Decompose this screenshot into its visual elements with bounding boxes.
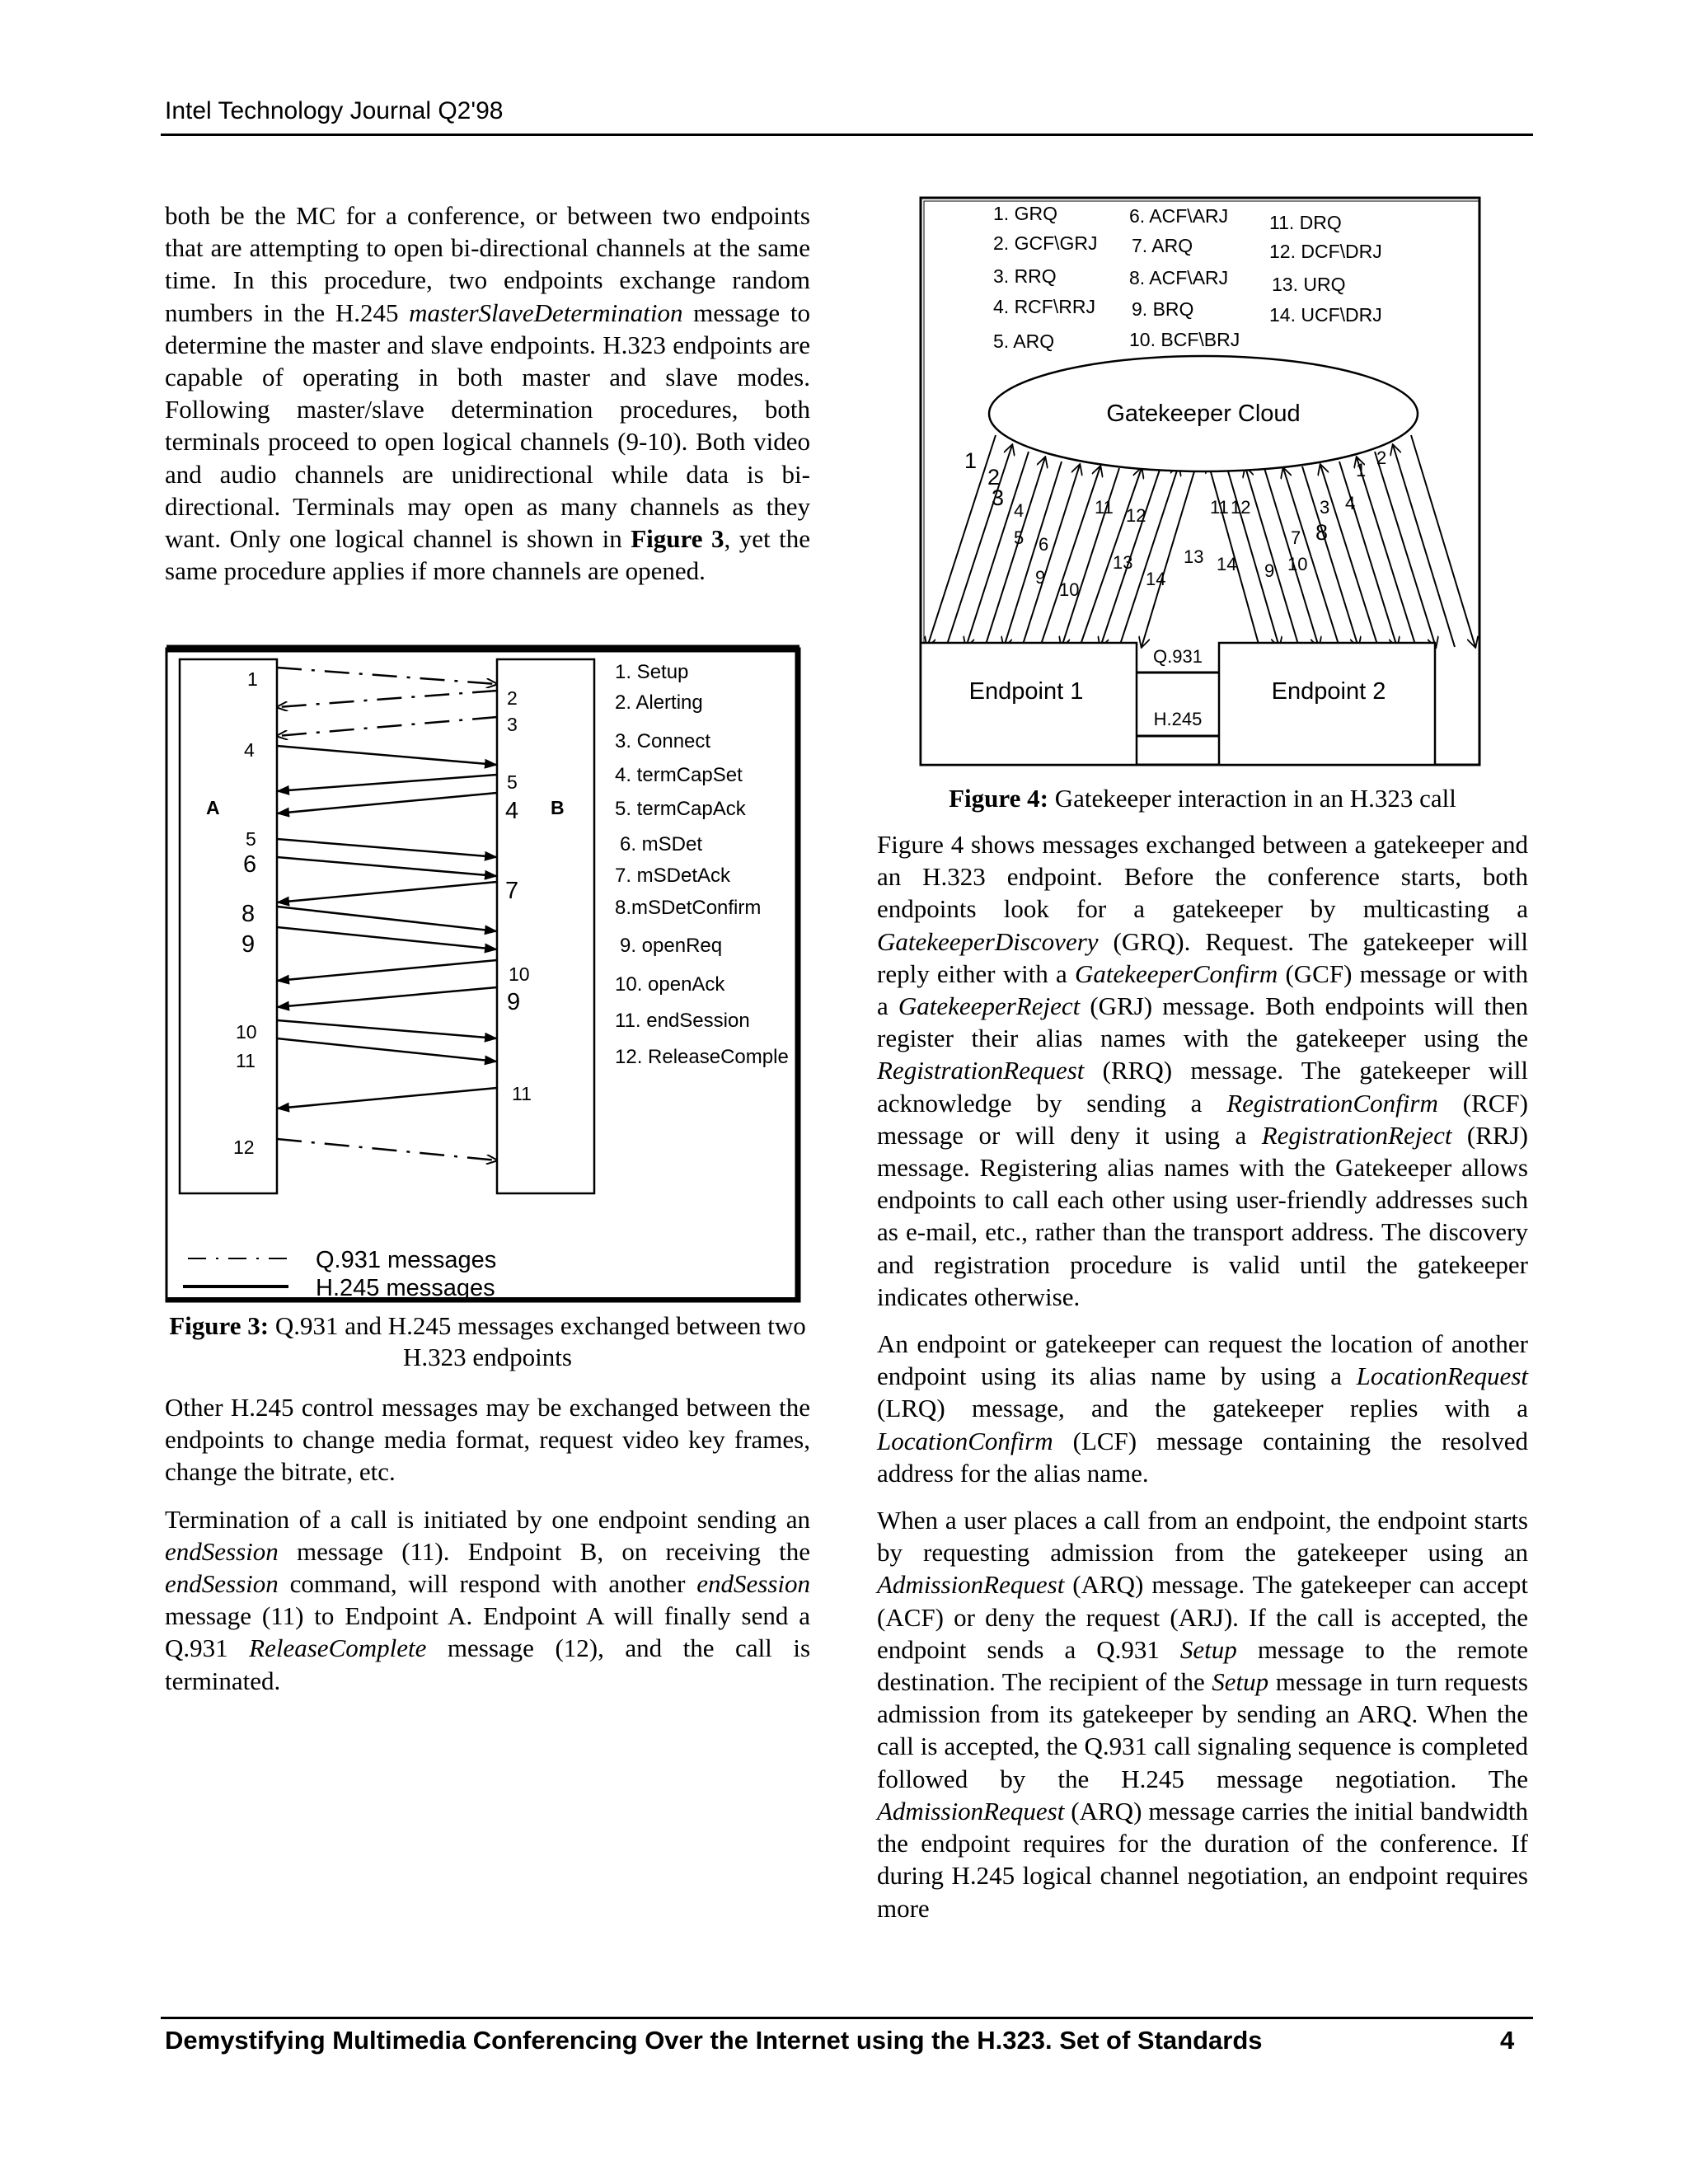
fig4-arrow-num: 13 xyxy=(1113,552,1133,573)
italic-term: GatekeeperConfirm xyxy=(1075,958,1278,988)
fig3-legend-item: 1. Setup xyxy=(615,661,689,683)
fig4-arrow-num: 11 xyxy=(1095,497,1114,518)
b-num: 11 xyxy=(512,1083,532,1104)
fig4-arrow-num: 12 xyxy=(1126,505,1146,526)
fig4-arrow-num: 3 xyxy=(992,485,1005,510)
page-number: 4 xyxy=(1500,2026,1515,2055)
figure-4-caption xyxy=(877,783,1528,814)
fig3-legend-item: 9. openReq xyxy=(620,935,723,957)
fig4-arrow-num: 8 xyxy=(1315,520,1329,545)
a-num: 5 xyxy=(246,828,256,850)
endpoint-a-label: A xyxy=(206,797,220,818)
body-paragraph: An endpoint or gatekeeper can request the location of another endpoint using its alias name by using a LocationRequest (LRQ) message, and the gatekeeper replies with a LocationConfirm (LCF) message containing the resolved address for the alias name. xyxy=(877,1329,1528,1488)
bold-reference: Figure 3 xyxy=(631,524,724,554)
a-num: 11 xyxy=(236,1050,256,1071)
h245-link-label: H.245 xyxy=(1153,709,1203,729)
fig3-legend-item: 7. mSDetAck xyxy=(615,865,731,887)
b-num: 7 xyxy=(505,878,519,904)
fig3-legend-item: 10. openAck xyxy=(615,973,725,996)
fig4-msg: 13. URQ xyxy=(1272,274,1346,295)
fig4-arrow-num: 6 xyxy=(1039,534,1049,555)
body-paragraph: both be the MC for a conference, or between two endpoints that are attempting to open bi-directional channels at the same time. In this procedure, two endpoints exchange random numbers in the H.245 masterSlaveDetermination message to determine the master and slave endpoints. H.323 endpoints are capable of operating in both master and slave modes. Following master/slave determination procedures, both terminals proceed to open logical channels (9-10). Both video and audio channels are unidirectional while data is bi-directional. Terminals may open as many channels as they want. Only one logical channel is shown in Figure 3, yet the same procedure applies if more channels are opened. xyxy=(165,201,810,586)
endpoint-b-label: B xyxy=(551,797,565,818)
fig4-msg: 6. ACF\ARJ xyxy=(1129,205,1229,227)
b-num: 9 xyxy=(507,989,521,1015)
figure-3-caption-label: Figure 3: xyxy=(169,1311,270,1340)
fig3-legend-item: 3. Connect xyxy=(615,730,711,752)
a-num: 9 xyxy=(241,931,256,958)
b-num: 2 xyxy=(507,687,518,709)
italic-term: LocationConfirm xyxy=(877,1426,1053,1455)
fig3-legend-item: 12. ReleaseComple xyxy=(615,1046,789,1068)
fig3-legend-item: 6. mSDet xyxy=(620,833,703,855)
a-num: 10 xyxy=(236,1021,257,1043)
fig3-legend-item: 2. Alerting xyxy=(615,691,703,714)
italic-term: RegistrationReject xyxy=(1261,1120,1452,1150)
fig4-msg: 5. ARQ xyxy=(993,330,1055,352)
a-num: 8 xyxy=(241,901,256,927)
fig4-msg: 3. RRQ xyxy=(993,265,1057,287)
fig4-msg: 1. GRQ xyxy=(993,203,1057,224)
q931-link-label: Q.931 xyxy=(1153,646,1203,667)
fig3-legend-item: 5. termCapAck xyxy=(615,798,746,820)
fig4-arrow-num: 10 xyxy=(1287,554,1308,574)
italic-term: RegistrationConfirm xyxy=(1226,1088,1438,1118)
body-paragraph: Figure 4 shows messages exchanged between a gatekeeper and an H.323 endpoint. Before the conference starts, both endpoints look for a gatekeeper by multicasting a GatekeeperDiscovery (GRQ). Request. The gatekeeper will reply either with a GatekeeperConfirm (GCF) message or with a GatekeeperReject (GRJ) message. Both endpoints will then register their alias names with the gatekeeper using the RegistrationRequest (RRQ) message. The gatekeeper will acknowledge by sending a RegistrationConfirm (RCF) message or will deny it using a RegistrationReject (RRJ) message. Registering alias names with the Gatekeeper allows endpoints to call each other using user-friendly addresses such as e-mail, etc., rather than the transport address. The discovery and registration procedure is valid until the gatekeeper indicates otherwise. xyxy=(877,830,1529,1311)
fig4-arrow-num: 9 xyxy=(1035,567,1046,588)
right-column xyxy=(877,828,1528,1924)
fig4-arrow-num: 3 xyxy=(1320,497,1330,518)
italic-term: endSession xyxy=(696,1569,810,1599)
fig4-arrow-num: 1 xyxy=(964,448,978,473)
fig4-arrow-num: 9 xyxy=(1264,560,1275,581)
italic-term: masterSlaveDetermination xyxy=(409,298,683,327)
q931-legend-label: Q.931 messages xyxy=(316,1247,497,1273)
a-num: 6 xyxy=(243,851,257,878)
fig4-arrow-num: 1 xyxy=(1356,460,1367,480)
italic-term: GatekeeperDiscovery xyxy=(877,926,1099,956)
fig4-msg: 11. DRQ xyxy=(1269,212,1342,233)
italic-term: endSession xyxy=(165,1569,279,1599)
h245-legend-label: H.245 messages xyxy=(316,1275,495,1301)
fig4-arrow-num: 7 xyxy=(1291,527,1301,548)
fig4-msg: 10. BCF\BRJ xyxy=(1129,329,1240,350)
fig4-arrow-num: 14 xyxy=(1217,554,1237,574)
italic-term: AdmissionRequest xyxy=(877,1796,1065,1825)
fig4-arrow-num: 14 xyxy=(1146,569,1166,589)
endpoint-1-label: Endpoint 1 xyxy=(968,678,1084,705)
fig4-arrow-num: 2 xyxy=(1376,448,1387,468)
fig3-legend-item: 4. termCapSet xyxy=(615,764,743,786)
fig4-arrow-num: 4 xyxy=(1345,493,1356,513)
running-header: Intel Technology Journal Q2'98 xyxy=(165,97,504,124)
italic-term: LocationRequest xyxy=(1356,1361,1528,1391)
fig4-msg: 8. ACF\ARJ xyxy=(1129,267,1229,288)
fig4-msg: 9. BRQ xyxy=(1132,298,1194,320)
figure-4-caption-text: Gatekeeper interaction in an H.323 call xyxy=(1048,784,1456,813)
endpoint-2-label: Endpoint 2 xyxy=(1271,678,1386,705)
footer-rule xyxy=(161,2017,1533,2019)
fig4-arrow-num: 13 xyxy=(1184,546,1204,567)
italic-term: RegistrationRequest xyxy=(877,1056,1085,1085)
gatekeeper-cloud-label: Gatekeeper Cloud xyxy=(1106,401,1301,427)
b-num: 4 xyxy=(505,798,519,824)
fig4-msg: 4. RCF\RRJ xyxy=(993,296,1095,317)
b-num: 5 xyxy=(507,771,518,793)
fig4-arrow-num: 5 xyxy=(1014,527,1025,548)
fig4-msg: 7. ARQ xyxy=(1132,235,1193,256)
figure-3-caption-text: Q.931 and H.245 messages exchanged between two H.323 endpoints xyxy=(269,1311,806,1371)
fig4-msg: 14. UCF\DRJ xyxy=(1269,304,1382,326)
italic-term: Setup xyxy=(1212,1667,1269,1697)
body-paragraph: Other H.245 control messages may be exchanged between the endpoints to change media format, request video key frames, change the bitrate, etc. xyxy=(165,1393,810,1487)
a-num: 12 xyxy=(233,1137,255,1158)
figure-4-caption-label: Figure 4: xyxy=(949,784,1048,813)
fig4-arrow-num: 2 xyxy=(987,465,1001,490)
fig4-arrow-num: 11 xyxy=(1210,497,1229,518)
fig3-legend-item: 8.mSDetConfirm xyxy=(615,897,762,919)
fig4-msg: 2. GCF\GRJ xyxy=(993,232,1098,254)
a-num: 4 xyxy=(244,739,255,761)
italic-term: endSession xyxy=(165,1536,279,1566)
fig4-arrow-num: 12 xyxy=(1231,497,1251,518)
fig4-arrow-num: 10 xyxy=(1059,579,1080,600)
body-paragraph: Termination of a call is initiated by one endpoint sending an endSession message (11). Endpoint B, on receiving the endSession command, will respond with another endSession message (11) to Endpoint A. Endpoint A will finally send a Q.931 ReleaseComplete message (12), and the call is terminated. xyxy=(165,1504,811,1695)
b-num: 10 xyxy=(509,963,530,985)
footer-title: Demystifying Multimedia Conferencing Over the Internet using the H.323. Set of Standards xyxy=(165,2026,1263,2055)
italic-term: Setup xyxy=(1179,1634,1237,1664)
italic-term: ReleaseComplete xyxy=(249,1633,427,1663)
a-num: 1 xyxy=(247,668,258,690)
b-num: 3 xyxy=(507,714,518,735)
italic-term: GatekeeperReject xyxy=(898,991,1081,1021)
fig4-msg: 12. DCF\DRJ xyxy=(1269,241,1382,262)
fig4-arrow-num: 4 xyxy=(1014,500,1025,521)
fig3-legend-item: 11. endSession xyxy=(615,1010,750,1032)
body-paragraph: When a user places a call from an endpoint, the endpoint starts by requesting admission from the gatekeeper using an AdmissionRequest (ARQ) message. The gatekeeper can accept (ACF) or deny the request (ARJ). If the call is accepted, the endpoint sends a Q.931 Setup message to the remote destination. The recipient of the Setup message in turn requests admission from its gatekeeper by sending an ARQ. When the call is accepted, the Q.931 call signaling sequence is completed followed by the H.245 message negotiation. The AdmissionRequest (ARQ) message carries the initial bandwidth the endpoint requires for the duration of the conference. If during H.245 logical channel negotiation, an endpoint requires more xyxy=(877,1506,1528,1923)
italic-term: AdmissionRequest xyxy=(877,1570,1065,1600)
